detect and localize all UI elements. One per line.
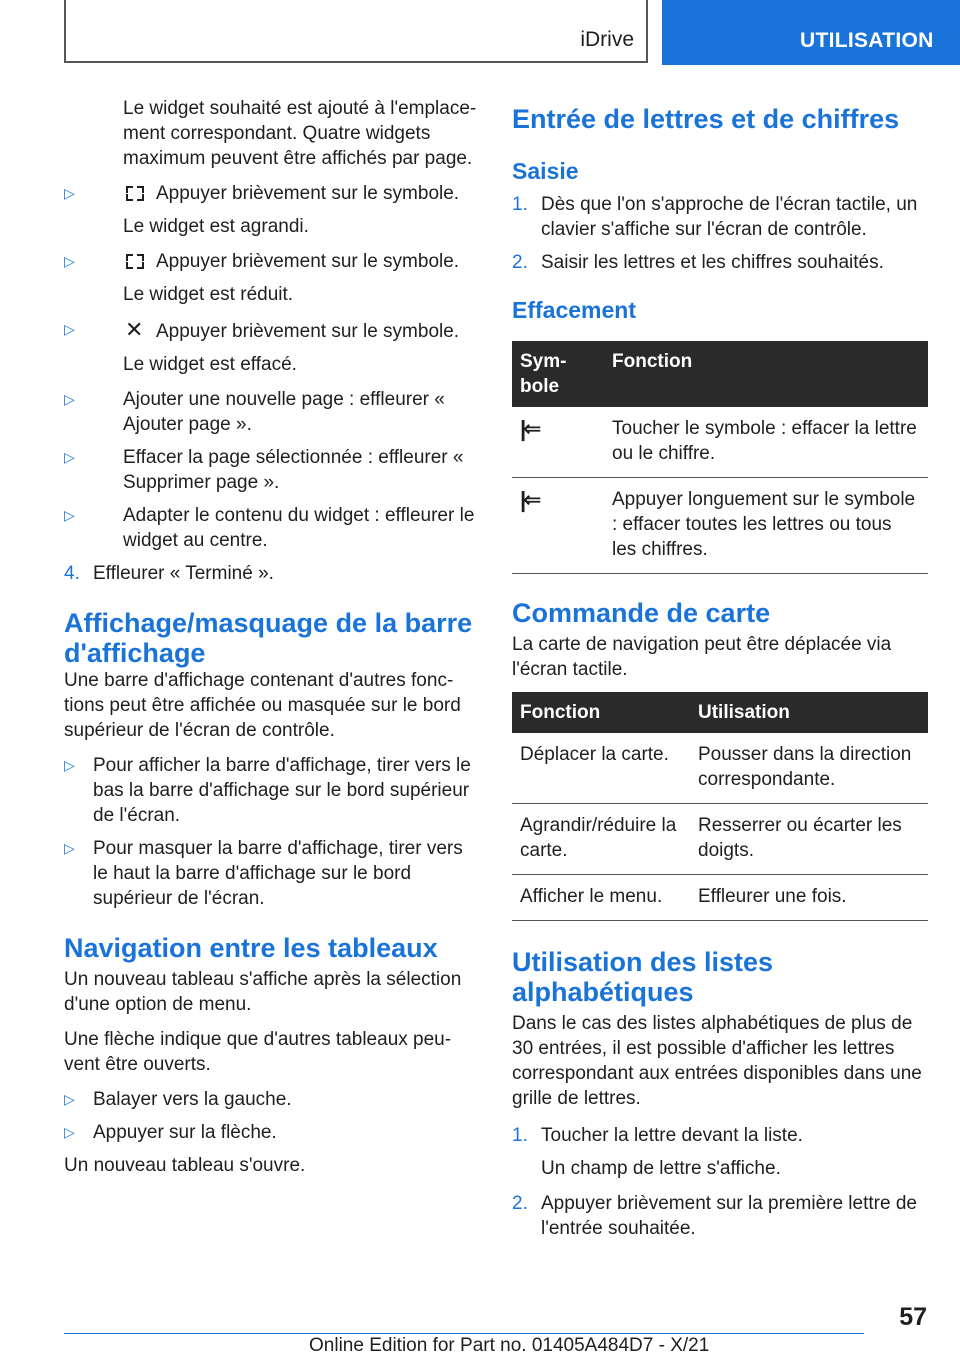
header-box bbox=[64, 0, 648, 63]
table-header: Utilisation bbox=[690, 692, 928, 733]
list-item-result: Le widget est réduit. bbox=[123, 284, 294, 305]
list-item bbox=[64, 1087, 480, 1112]
paragraph-nav-3: Un nouveau tableau s'ouvre. bbox=[64, 1155, 306, 1176]
list-item-text: Balayer vers la gauche. bbox=[93, 1089, 292, 1110]
list-item-text: Pour masquer la barre d'affichage, tirer vers le haut la barre d'affichage sur le bord supérieur de l'écran. bbox=[93, 838, 463, 909]
table-row bbox=[512, 875, 928, 921]
table-header: Symbole bbox=[512, 341, 604, 407]
list-item-text: Ajouter une nouvelle page : effleurer « Ajouter page ». bbox=[123, 389, 445, 435]
heading-carte: Commande de carte bbox=[512, 598, 771, 628]
header-chapter-tab: UTILISATION bbox=[662, 0, 960, 65]
list-item-text: Effacer la page sélectionnée : effleurer « Supprimer page ». bbox=[123, 447, 464, 493]
paragraph-listes: Dans le cas des listes alphabétiques de plus de 30 entrées, il est possible d'afficher les lettres correspondant aux entrées disponibles dans une grille de lettres. bbox=[512, 1013, 922, 1109]
table-cell: Appuyer longuement sur le symbole : effacer toutes les lettres ou tous les chiffres. bbox=[604, 478, 928, 574]
list-item-text: Adapter le contenu du widget : effleurer le widget au centre. bbox=[123, 505, 475, 551]
heading-listes: Utilisation des listes alphabétiques bbox=[512, 947, 774, 1007]
carte-table bbox=[512, 692, 928, 921]
backspace-arrow-icon: |⇐ bbox=[520, 416, 539, 441]
header-section-title: iDrive bbox=[580, 28, 634, 51]
bullet-triangle-icon: ▷ bbox=[64, 840, 75, 856]
list-item bbox=[64, 503, 480, 553]
list-item bbox=[64, 317, 480, 344]
paragraph-nav-1: Un nouveau tableau s'affiche après la sélection d'une option de menu. bbox=[64, 969, 462, 1015]
list-item bbox=[64, 753, 480, 828]
step-text: Effleurer « Terminé ». bbox=[93, 563, 274, 584]
bullet-triangle-icon: ▷ bbox=[64, 185, 75, 201]
heading-navigation: Navigation entre les tableaux bbox=[64, 933, 438, 963]
bullet-triangle-icon: ▷ bbox=[64, 1124, 75, 1140]
table-header: Fonction bbox=[604, 341, 928, 407]
step-item bbox=[512, 1191, 928, 1241]
paragraph-carte: La carte de navigation peut être déplacée via l'écran tactile. bbox=[512, 634, 892, 680]
table-cell: Toucher le symbole : effacer la lettre ou le chiffre. bbox=[604, 407, 928, 478]
table-header: Fonction bbox=[512, 692, 690, 733]
list-item bbox=[64, 445, 480, 495]
list-item bbox=[64, 836, 480, 911]
list-item bbox=[64, 387, 480, 437]
step-text: Appuyer brièvement sur la première lettre de l'entrée souhaitée. bbox=[541, 1193, 917, 1239]
list-item bbox=[64, 1120, 480, 1145]
table-row bbox=[512, 478, 928, 574]
heading-entree: Entrée de lettres et de chiffres bbox=[512, 104, 900, 134]
right-column bbox=[512, 104, 928, 1249]
table-cell: Agrandir/réduire la carte. bbox=[512, 804, 690, 875]
bullet-triangle-icon: ▷ bbox=[64, 1091, 75, 1107]
table-cell: Effleurer une fois. bbox=[690, 875, 928, 921]
step-item bbox=[64, 561, 480, 586]
close-icon: ✕ bbox=[125, 317, 144, 342]
left-column bbox=[64, 96, 480, 1188]
list-item bbox=[64, 181, 480, 206]
bullet-triangle-icon: ▷ bbox=[64, 507, 75, 523]
step-text: Saisir les lettres et les chiffres souhaités. bbox=[541, 252, 884, 273]
table-row bbox=[512, 804, 928, 875]
backspace-arrow-icon: |⇐ bbox=[520, 487, 539, 512]
heading-effacement: Effacement bbox=[512, 297, 636, 323]
list-item-result: Le widget est agrandi. bbox=[123, 216, 309, 237]
step-text: Dès que l'on s'approche de l'écran tactile, un clavier s'affiche sur l'écran de contrôle. bbox=[541, 194, 918, 240]
list-item bbox=[64, 249, 480, 274]
footer-edition-text: Online Edition for Part no. 01405A484D7 - X/21 bbox=[309, 1335, 710, 1356]
step-number: 2. bbox=[512, 252, 528, 273]
page-number: 57 bbox=[899, 1303, 927, 1331]
table-cell: Pousser dans la direction correspondante. bbox=[690, 733, 928, 804]
list-item-text: Pour afficher la barre d'affichage, tirer vers le bas la barre d'affichage sur le bord supérieur de l'écran. bbox=[93, 755, 471, 826]
table-cell: Resserrer ou écarter les doigts. bbox=[690, 804, 928, 875]
step-result: Un champ de lettre s'affiche. bbox=[541, 1158, 781, 1179]
bullet-triangle-icon: ▷ bbox=[64, 449, 75, 465]
list-item-text: Appuyer sur la flèche. bbox=[93, 1122, 277, 1143]
step-text: Toucher la lettre devant la liste. bbox=[541, 1125, 803, 1146]
table-cell: Afficher le menu. bbox=[512, 875, 690, 921]
table-cell: Déplacer la carte. bbox=[512, 733, 690, 804]
step-number: 1. bbox=[512, 1125, 528, 1146]
bullet-triangle-icon: ▷ bbox=[64, 757, 75, 773]
step-item bbox=[512, 192, 928, 242]
bullet-triangle-icon: ▷ bbox=[64, 253, 75, 269]
footer-divider bbox=[64, 1333, 864, 1334]
table-row bbox=[512, 407, 928, 478]
heading-saisie: Saisie bbox=[512, 158, 579, 184]
list-item-text: Appuyer brièvement sur le symbole. bbox=[156, 251, 460, 272]
heading-affichage: Affichage/masquage de la barre d'affichage bbox=[64, 608, 473, 668]
step-item bbox=[512, 250, 928, 275]
step-item bbox=[512, 1123, 928, 1148]
list-item-result: Le widget est effacé. bbox=[123, 354, 297, 375]
collapse-corners-icon bbox=[126, 254, 144, 269]
step-number: 2. bbox=[512, 1193, 528, 1214]
bullet-triangle-icon: ▷ bbox=[64, 391, 75, 407]
effacement-table bbox=[512, 341, 928, 574]
list-item-text: Appuyer brièvement sur le symbole. bbox=[156, 321, 460, 342]
list-item-text: Appuyer brièvement sur le symbole. bbox=[156, 183, 460, 204]
bullet-triangle-icon: ▷ bbox=[64, 321, 75, 337]
paragraph-affichage: Une barre d'affichage contenant d'autres fonctions peut être affichée ou masquée sur le bord supérieur de l'écran de contrôle. bbox=[64, 670, 461, 741]
step-number: 4. bbox=[64, 563, 80, 584]
paragraph-nav-2: Une flèche indique que d'autres tableaux peuvent être ouverts. bbox=[64, 1029, 452, 1075]
step-number: 1. bbox=[512, 194, 528, 215]
expand-corners-icon bbox=[126, 186, 144, 201]
widget-intro-text: Le widget souhaité est ajouté à l'emplacement correspondant. Quatre widgets maximum peuvent être affichés par page. bbox=[123, 98, 477, 169]
table-row bbox=[512, 733, 928, 804]
